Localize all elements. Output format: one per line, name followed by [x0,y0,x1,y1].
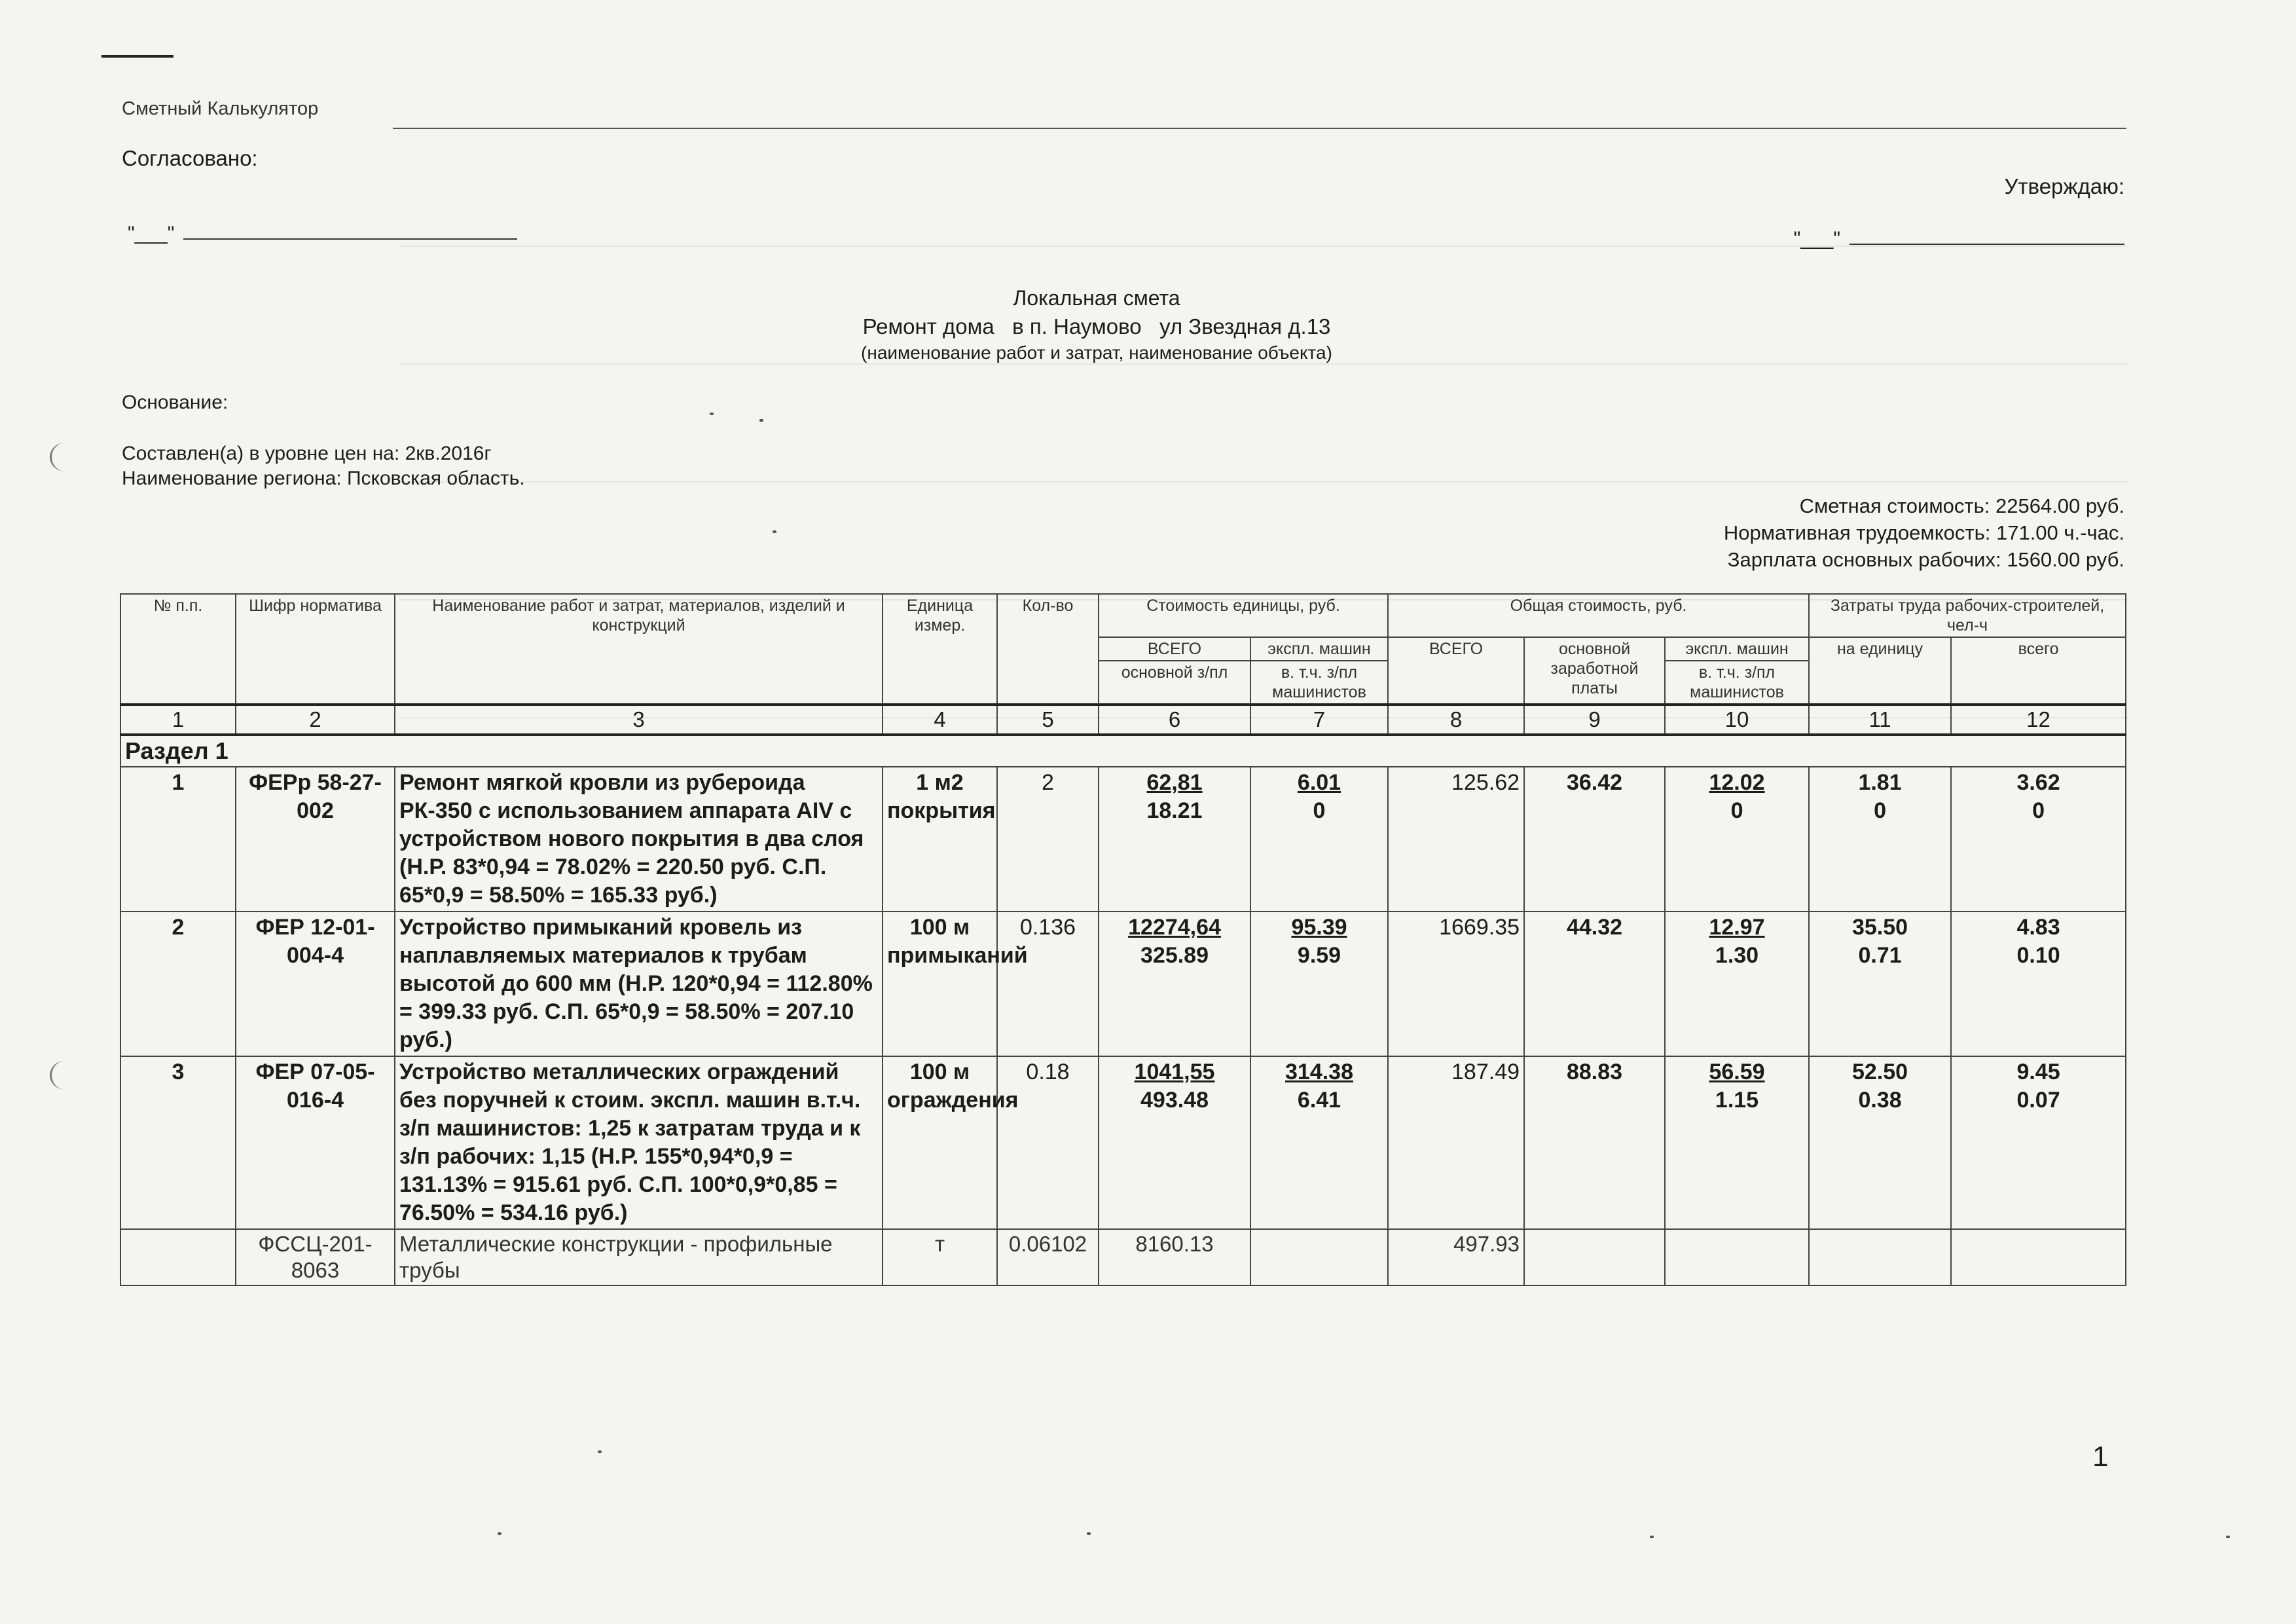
row-unit: 100 м ограждения [883,1056,997,1229]
basis-label: Основание: [122,392,228,413]
header-qty: Кол-во [997,594,1099,705]
col-number: 2 [236,705,395,735]
col-number: 9 [1524,705,1665,735]
header-unit-cost: Стоимость единицы, руб. [1099,594,1388,637]
row-unit: 100 м примыканий [883,912,997,1056]
row-unit: 1 м2 покрытия [883,767,997,912]
material-labor-total [1951,1229,2126,1285]
document-title: Локальная смета [1013,286,1180,310]
row-unit-machine: 6.01 0 [1250,767,1388,912]
row-name: Ремонт мягкой кровли из рубероида РК-350 с использованием аппарата AIV с устройством нового покрытия в два слоя (Н.Р. 83*0,94 = 78.02% = 220.50 руб. С.П. 65*0,9 = 58.50% = 165.33 руб.) [395,767,883,912]
material-total: 497.93 [1388,1229,1524,1285]
header-per-unit: на единицу [1809,637,1951,705]
row-labor-total: 9.45 0.07 [1951,1056,2126,1229]
row-total-wage: 36.42 [1524,767,1665,912]
col-number: 5 [997,705,1099,735]
row-qty: 0.136 [997,912,1099,1056]
page-number: 1 [2092,1441,2109,1473]
agreed-signature-line: "___" [128,223,517,245]
scan-speck [598,1450,602,1453]
row-name: Устройство примыканий кровель из наплавляемых материалов к трубам высотой до 600 мм (Н.Р. 120*0,94 = 112.80% = 399.33 руб. С.П. 65*0,9 = 58.50% = 207.10 руб.) [395,912,883,1056]
header-num: № п.п. [120,594,236,705]
row-total-machine: 56.59 1.15 [1665,1056,1809,1229]
col-number: 11 [1809,705,1951,735]
header-machinist-wage: в. т.ч. з/пл машинистов [1250,661,1388,705]
header-unit-total: ВСЕГО [1099,637,1250,661]
material-total-wage [1524,1229,1665,1285]
header-machinist-wage-total: в. т.ч. з/пл машинистов [1665,661,1809,705]
row-unit-cost: 62,81 18.21 [1099,767,1250,912]
col-number: 1 [120,705,236,735]
row-labor-total: 3.62 0 [1951,767,2126,912]
header-unit-machine: экспл. машин [1250,637,1388,661]
row-total-machine: 12.02 0 [1665,767,1809,912]
row-unit-cost: 1041,55 493.48 [1099,1056,1250,1229]
scan-speck [773,530,776,533]
row-total: 1669.35 [1388,912,1524,1056]
scan-speck [498,1532,501,1535]
scan-speck [2226,1536,2230,1538]
column-number-row [120,705,2126,735]
col-number: 7 [1250,705,1388,735]
col-number: 4 [883,705,997,735]
title-block [753,284,1440,365]
row-labor-total: 4.83 0.10 [1951,912,2126,1056]
header-all: всего [1951,637,2126,705]
header-name: Наименование работ и затрат, материалов, изделий и конструкций [395,594,883,705]
row-labor-unit: 52.50 0.38 [1809,1056,1951,1229]
row-code: ФЕРр 58-27-002 [236,767,395,912]
corner-mark [101,55,173,58]
estimated-cost: Сметная стоимость: 22564.00 руб. [1799,494,2124,517]
punch-hole-mark [50,1061,81,1090]
summary-block [1724,492,2124,573]
material-unit-cost: 8160.13 [1099,1229,1250,1285]
material-row [120,1229,2126,1285]
row-qty: 2 [997,767,1099,912]
section-row [120,735,2126,767]
row-total-wage: 88.83 [1524,1056,1665,1229]
object-caption: (наименование работ и затрат, наименование объекта) [861,342,1332,363]
row-labor-unit: 35.50 0.71 [1809,912,1951,1056]
row-num: 2 [120,912,236,1056]
object-name: Ремонт дома в п. Наумово ул Звездная д.13 [862,314,1331,339]
workers-wages: Зарплата основных рабочих: 1560.00 руб. [1727,548,2124,571]
material-qty: 0.06102 [997,1229,1099,1285]
col-number: 10 [1665,705,1809,735]
punch-hole-mark [50,443,81,471]
header-total-cost: Общая стоимость, руб. [1388,594,1809,637]
col-number: 12 [1951,705,2126,735]
header-unit: Единица измер. [883,594,997,705]
material-code: ФССЦ-201-8063 [236,1229,395,1285]
approve-signature-line: "___" [1794,228,2124,250]
header-labor: Затраты труда рабочих-строителей, чел-ч [1809,594,2126,637]
material-num [120,1229,236,1285]
row-code: ФЕР 12-01-004-4 [236,912,395,1056]
header-basic-wage: основной з/пл [1099,661,1250,705]
row-total-machine: 12.97 1.30 [1665,912,1809,1056]
row-num: 3 [120,1056,236,1229]
material-unit-machine [1250,1229,1388,1285]
section-title: Раздел 1 [120,735,2126,767]
scan-speck [759,419,763,422]
row-unit-cost: 12274,64 325.89 [1099,912,1250,1056]
header-basic-pay: основной заработной платы [1524,637,1665,705]
table-row [120,767,2126,912]
material-name: Металлические конструкции - профильные трубы [395,1229,883,1285]
region: Наименование региона: Псковская область. [122,468,525,489]
row-unit-machine: 95.39 9.59 [1250,912,1388,1056]
agreed-label: Согласовано: [122,146,258,170]
program-name: Сметный Калькулятор [122,98,319,119]
header-total-all: ВСЕГО [1388,637,1524,705]
table-row [120,1056,2126,1229]
table-row [120,912,2126,1056]
material-labor-unit [1809,1229,1951,1285]
header-total-machine: экспл. машин [1665,637,1809,661]
approve-label: Утверждаю: [2004,174,2124,198]
material-total-machine [1665,1229,1809,1285]
col-number: 6 [1099,705,1250,735]
row-num: 1 [120,767,236,912]
row-labor-unit: 1.81 0 [1809,767,1951,912]
col-number: 3 [395,705,883,735]
material-unit: т [883,1229,997,1285]
row-total: 125.62 [1388,767,1524,912]
row-name: Устройство металлических ограждений без поручней к стоим. экспл. машин в.т.ч. з/п машинистов: 1,25 к затратам труда и к з/п рабочих: 1,15 (Н.Р. 155*0,94*0,9 = 131.13% = 915.61 руб. С.П. 100*0,9*0,85 = 76.50% = 534.16 руб.) [395,1056,883,1229]
row-total: 187.49 [1388,1056,1524,1229]
price-level: Составлен(а) в уровне цен на: 2кв.2016г [122,443,492,464]
scan-speck [710,413,714,415]
estimate-table [120,593,2126,1286]
row-total-wage: 44.32 [1524,912,1665,1056]
labor-intensity: Нормативная трудоемкость: 171.00 ч.-час. [1723,521,2124,544]
scan-speck [1650,1536,1654,1538]
scan-speck [1087,1532,1091,1535]
row-code: ФЕР 07-05-016-4 [236,1056,395,1229]
row-qty: 0.18 [997,1056,1099,1229]
row-unit-machine: 314.38 6.41 [1250,1056,1388,1229]
header-code: Шифр норматива [236,594,395,705]
col-number: 8 [1388,705,1524,735]
